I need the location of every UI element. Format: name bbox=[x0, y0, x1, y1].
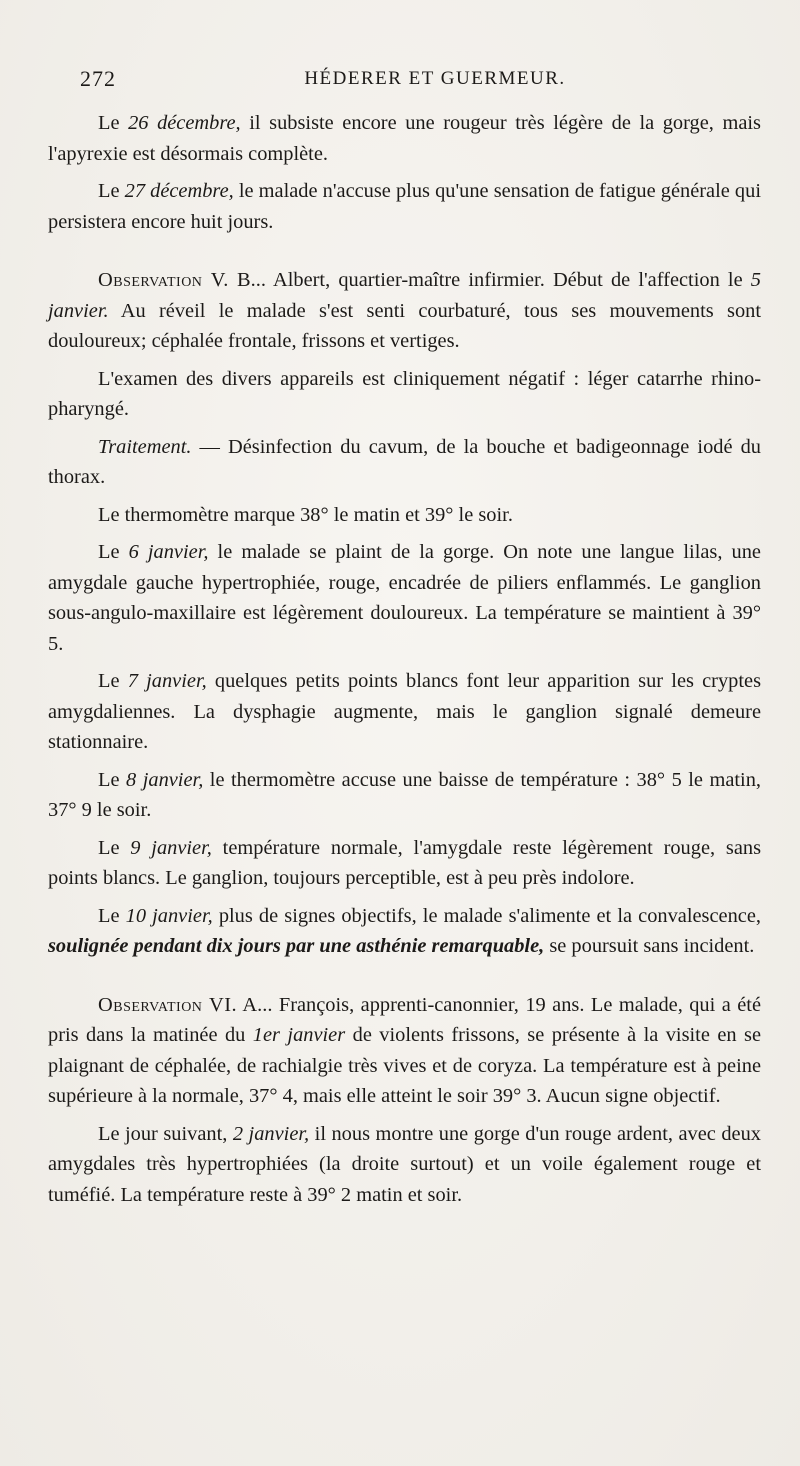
text-run: Le bbox=[98, 768, 127, 791]
text-run: se poursuit sans incident. bbox=[544, 935, 755, 957]
text-run: Le bbox=[98, 180, 125, 202]
text-run: de violents frissons, se présente à la visite en se plaignant de céphalée, de rachialgie très vives et de coryza. La température est à peine supérieure à la normale, 37° 4, mais elle atteint le soir 39° 3. Aucun signe objectif. bbox=[48, 1024, 762, 1107]
text-run: Le bbox=[98, 836, 131, 859]
text-run: Le bbox=[98, 541, 129, 563]
date-emphasis: 26 décembre, bbox=[128, 112, 241, 134]
date-emphasis: 7 janvier, bbox=[127, 670, 207, 692]
date-emphasis: 2 janvier, bbox=[232, 1122, 310, 1145]
paragraph bbox=[48, 432, 761, 493]
observation-label: Observation VI. bbox=[98, 993, 238, 1016]
date-emphasis: 10 janvier, bbox=[125, 904, 213, 927]
text-run: température normale, l'amygdale reste légèrement rouge, sans points blancs. Le ganglion, toujours perceptible, est à peu près indolore. bbox=[48, 836, 761, 889]
text-run: L'examen des divers appareils est cliniquement négatif : léger catarrhe rhino-pharyngé. bbox=[48, 367, 761, 420]
paragraph bbox=[48, 901, 761, 962]
page-number: 272 bbox=[80, 66, 116, 91]
text-run: il nous montre une gorge d'un rouge ardent, avec deux amygdales très hypertrophiées (la droite surtout) et un voile également rouge et tuméfié. La température reste à 39° 2 matin et soir. bbox=[48, 1122, 761, 1206]
observation-label: Observation V. bbox=[98, 269, 229, 291]
date-emphasis: 27 décembre, bbox=[124, 180, 234, 202]
paragraph bbox=[48, 537, 761, 659]
paragraph bbox=[48, 500, 761, 531]
text-run: A... François, apprenti-canonnier, 19 ans. Le malade, qui a été pris dans la matinée du bbox=[48, 993, 761, 1046]
date-emphasis: 9 janvier, bbox=[130, 836, 212, 859]
text-run: le malade se plaint de la gorge. On note une langue lilas, une amygdale gauche hypertrophiée, rouge, encadrée de piliers enflammés. Le ganglion sous-angulo-maxillaire est légèrement douloureux. La température se maintient à 39° 5. bbox=[48, 541, 761, 655]
text-run: le malade n'accuse plus qu'une sensation de fatigue générale qui persistera encore huit jours. bbox=[48, 180, 761, 233]
text-run: le thermomètre accuse une baisse de température : 38° 5 le matin, 37° 9 le soir. bbox=[48, 768, 762, 821]
paragraph bbox=[48, 666, 761, 758]
text-run: Le bbox=[98, 670, 128, 692]
text-run: Le thermomètre marque 38° le matin et 39° le soir. bbox=[98, 503, 513, 526]
text-run: quelques petits points blancs font leur apparition sur les cryptes amygdaliennes. La dysphagie augmente, mais le ganglion signalé demeure stationnaire. bbox=[48, 670, 762, 753]
date-emphasis: 5 janvier. bbox=[48, 269, 761, 322]
date-emphasis: 6 janvier, bbox=[128, 541, 209, 563]
text-run: il subsiste encore une rougeur très légère de la gorge, mais l'apyrexie est désormais complète. bbox=[48, 112, 761, 165]
text-run: — Désinfection du cavum, de la bouche et badigeonnage iodé du thorax. bbox=[48, 435, 761, 488]
paragraph bbox=[48, 108, 761, 169]
bold-italic-emphasis: soulignée pendant dix jours par une asthénie remarquable, bbox=[48, 935, 545, 957]
paragraph bbox=[48, 765, 761, 826]
date-emphasis: 8 janvier, bbox=[126, 768, 204, 791]
body-text bbox=[48, 108, 761, 1217]
text-run: plus de signes objectifs, le malade s'alimente et la convalescence, bbox=[212, 904, 761, 927]
paragraph bbox=[48, 1119, 761, 1211]
section-emphasis: Traitement. bbox=[98, 435, 192, 458]
text-run: Le jour suivant, bbox=[98, 1122, 233, 1145]
text-run: Le bbox=[98, 904, 126, 927]
paragraph bbox=[48, 176, 761, 237]
running-title: HÉDERER ET GUERMEUR. bbox=[304, 68, 566, 89]
observation-heading-paragraph bbox=[48, 990, 761, 1112]
text-run: Le bbox=[98, 112, 129, 134]
paragraph bbox=[48, 833, 761, 894]
page-header bbox=[80, 66, 760, 96]
text-run: Au réveil le malade s'est senti courbaturé, tous ses mouvements sont douloureux; céphalée frontale, frissons et vertiges. bbox=[48, 299, 761, 352]
paragraph bbox=[48, 364, 761, 425]
date-emphasis: 1er janvier bbox=[252, 1024, 346, 1046]
text-run: B... Albert, quartier-maître infirmier. Début de l'affection le bbox=[228, 269, 751, 291]
observation-heading-paragraph bbox=[48, 265, 761, 357]
